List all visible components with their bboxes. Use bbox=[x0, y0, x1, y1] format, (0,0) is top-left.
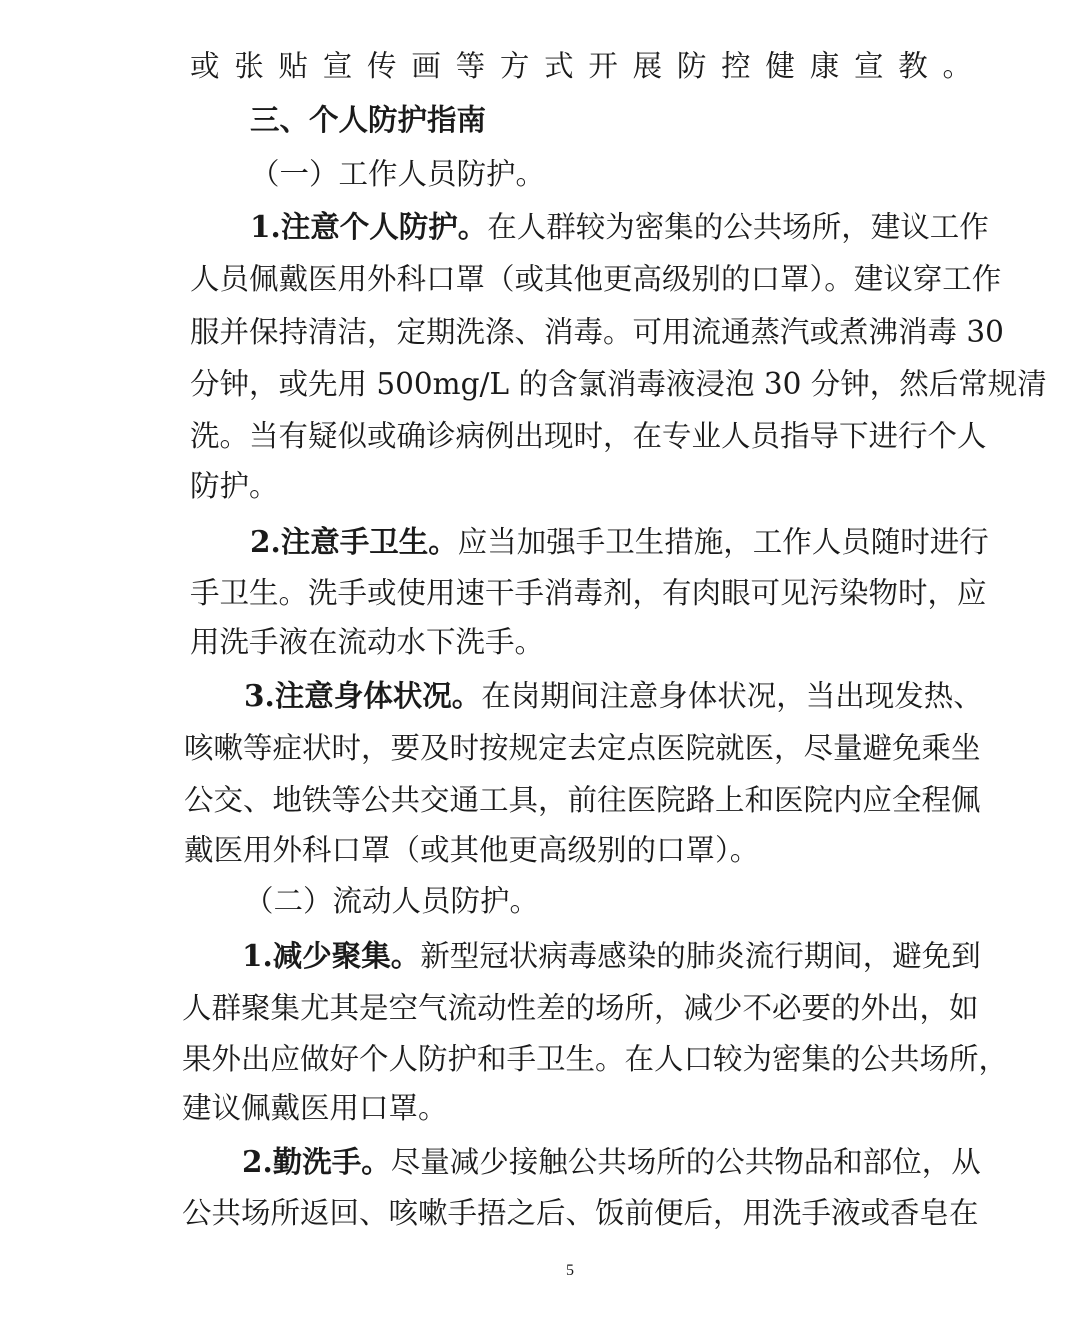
paragraph-line: 人员佩戴医用外科口罩（或其他更高级别的口罩）。建议穿工作 bbox=[190, 262, 1002, 296]
paragraph-line: 咳嗽等症状时，要及时按规定去定点医院就医，尽量避免乘坐 bbox=[184, 731, 981, 765]
paragraph-line: 人群聚集尤其是空气流动性差的场所，减少不必要的外出，如 bbox=[182, 991, 979, 1025]
item-title: 2.注意手卫生。 bbox=[250, 524, 458, 559]
section-heading: 三、个人防护指南 bbox=[250, 103, 487, 137]
item-title: 3.注意身体状况。 bbox=[244, 678, 482, 713]
paragraph-line: 用洗手液在流动水下洗手。 bbox=[190, 625, 545, 659]
item-title: 1.减少聚集。 bbox=[242, 938, 421, 973]
paragraph-line: 果外出应做好个人防护和手卫生。在人口较为密集的公共场所， bbox=[182, 1042, 1009, 1076]
paragraph-line: 公交、地铁等公共交通工具，前往医院路上和医院内应全程佩 bbox=[184, 783, 981, 817]
item-title: 1.注意个人防护。 bbox=[250, 209, 488, 244]
item-title: 2.勤洗手。 bbox=[242, 1144, 391, 1179]
paragraph-line: 3.注意身体状况。在岗期间注意身体状况，当出现发热、 bbox=[244, 678, 983, 713]
paragraph-line: 戴医用外科口罩（或其他更高级别的口罩）。 bbox=[184, 833, 760, 867]
paragraph-line: 服并保持清洁，定期洗涤、消毒。可用流通蒸汽或煮沸消毒 30 bbox=[190, 315, 1004, 349]
paragraph-line: 防护。 bbox=[190, 469, 279, 503]
paragraph-line: 2.注意手卫生。应当加强手卫生措施，工作人员随时进行 bbox=[250, 524, 989, 559]
subsection-heading: （二）流动人员防护。 bbox=[244, 884, 540, 918]
paragraph-line: 1.注意个人防护。在人群较为密集的公共场所，建议工作 bbox=[250, 209, 989, 244]
text-line: 或张贴宣传画等方式开展防控健康宣教。 bbox=[190, 49, 972, 83]
subsection-heading: （一）工作人员防护。 bbox=[250, 157, 546, 191]
paragraph-line: 手卫生。洗手或使用速干手消毒剂，有肉眼可见污染物时，应 bbox=[190, 576, 987, 610]
paragraph-line: 建议佩戴医用口罩。 bbox=[182, 1091, 448, 1125]
paragraph-line: 分钟，或先用 500mg/L 的含氯消毒液浸泡 30 分钟，然后常规清 bbox=[190, 367, 1047, 401]
paragraph-line: 1.减少聚集。新型冠状病毒感染的肺炎流行期间，避免到 bbox=[242, 938, 981, 973]
paragraph-line: 洗。当有疑似或确诊病例出现时，在专业人员指导下进行个人 bbox=[190, 419, 987, 453]
paragraph-line: 公共场所返回、咳嗽手捂之后、饭前便后，用洗手液或香皂在 bbox=[182, 1196, 979, 1230]
page-number: 5 bbox=[566, 1262, 574, 1279]
paragraph-line: 2.勤洗手。尽量减少接触公共场所的公共物品和部位，从 bbox=[242, 1144, 981, 1179]
